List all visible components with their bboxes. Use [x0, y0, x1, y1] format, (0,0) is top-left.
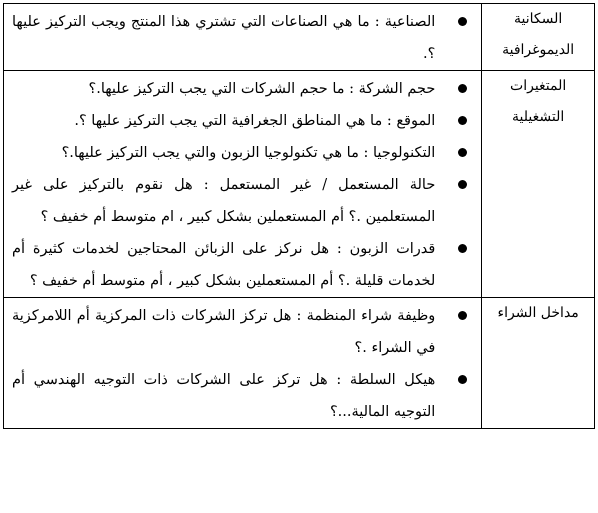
row-content: [4, 4, 482, 71]
bullet-dot-icon: [458, 84, 467, 93]
list-item: [12, 137, 473, 169]
list-item: [12, 233, 473, 297]
bullet-dot-icon: [458, 148, 467, 157]
list-item-text: الصناعية : ما هي الصناعات التي تشتري هذا المنتج ويجب التركيز عليها ؟.: [12, 14, 436, 62]
bullet-list: [4, 4, 481, 70]
row-label-demographic: [482, 4, 595, 71]
list-item-text: حجم الشركة : ما حجم الشركات التي يجب التركيز عليها.؟: [88, 81, 436, 97]
list-item-text: قدرات الزبون : هل نركز على الزبائن المحتاجين لخدمات كثيرة أم لخدمات قليلة .؟ أم المستعملين بشكل كبير ، أم متوسط أم خفيف ؟: [12, 241, 436, 289]
row-content: [4, 71, 482, 298]
bullet-dot-icon: [458, 116, 467, 125]
list-item: [12, 169, 473, 233]
row-label-buying: [482, 298, 595, 429]
table-row: [4, 298, 595, 429]
segmentation-table: [3, 3, 595, 429]
list-item: [12, 105, 473, 137]
bullet-dot-icon: [458, 180, 467, 189]
list-item: [12, 6, 473, 70]
row-label-text: المتغيرات التشغيلية: [510, 78, 567, 125]
row-label-text: مداخل الشراء: [497, 305, 579, 321]
bullet-dot-icon: [458, 375, 467, 384]
bullet-list: [4, 298, 481, 428]
list-item: [12, 300, 473, 364]
row-label-operational: [482, 71, 595, 298]
table-row: [4, 71, 595, 298]
list-item: [12, 73, 473, 105]
row-content: [4, 298, 482, 429]
table-row: [4, 4, 595, 71]
list-item-text: هيكل السلطة : هل تركز على الشركات ذات التوجيه الهندسي أم التوجيه المالية...؟: [12, 372, 436, 420]
row-label-line: السكانية: [514, 11, 563, 27]
bullet-dot-icon: [458, 17, 467, 26]
bullet-dot-icon: [458, 244, 467, 253]
list-item-text: الموقع : ما هي المناطق الجغرافية التي يجب التركيز عليها ؟.: [74, 113, 436, 129]
list-item-text: وظيفة شراء المنظمة : هل تركز الشركات ذات المركزية أم اللامركزية في الشراء .؟: [12, 308, 436, 356]
row-label-line: الديموغرافية: [502, 42, 575, 58]
list-item-text: حالة المستعمل / غير المستعمل : هل نقوم بالتركيز على غير المستعلمين .؟ أم المستعملين بشكل كبير ، ام متوسط أم خفيف ؟: [12, 177, 436, 225]
bullet-dot-icon: [458, 311, 467, 320]
list-item-text: التكنولوجيا : ما هي تكنولوجيا الزبون والتي يجب التركيز عليها.؟: [61, 145, 436, 161]
list-item: [12, 364, 473, 428]
bullet-list: [4, 71, 481, 297]
